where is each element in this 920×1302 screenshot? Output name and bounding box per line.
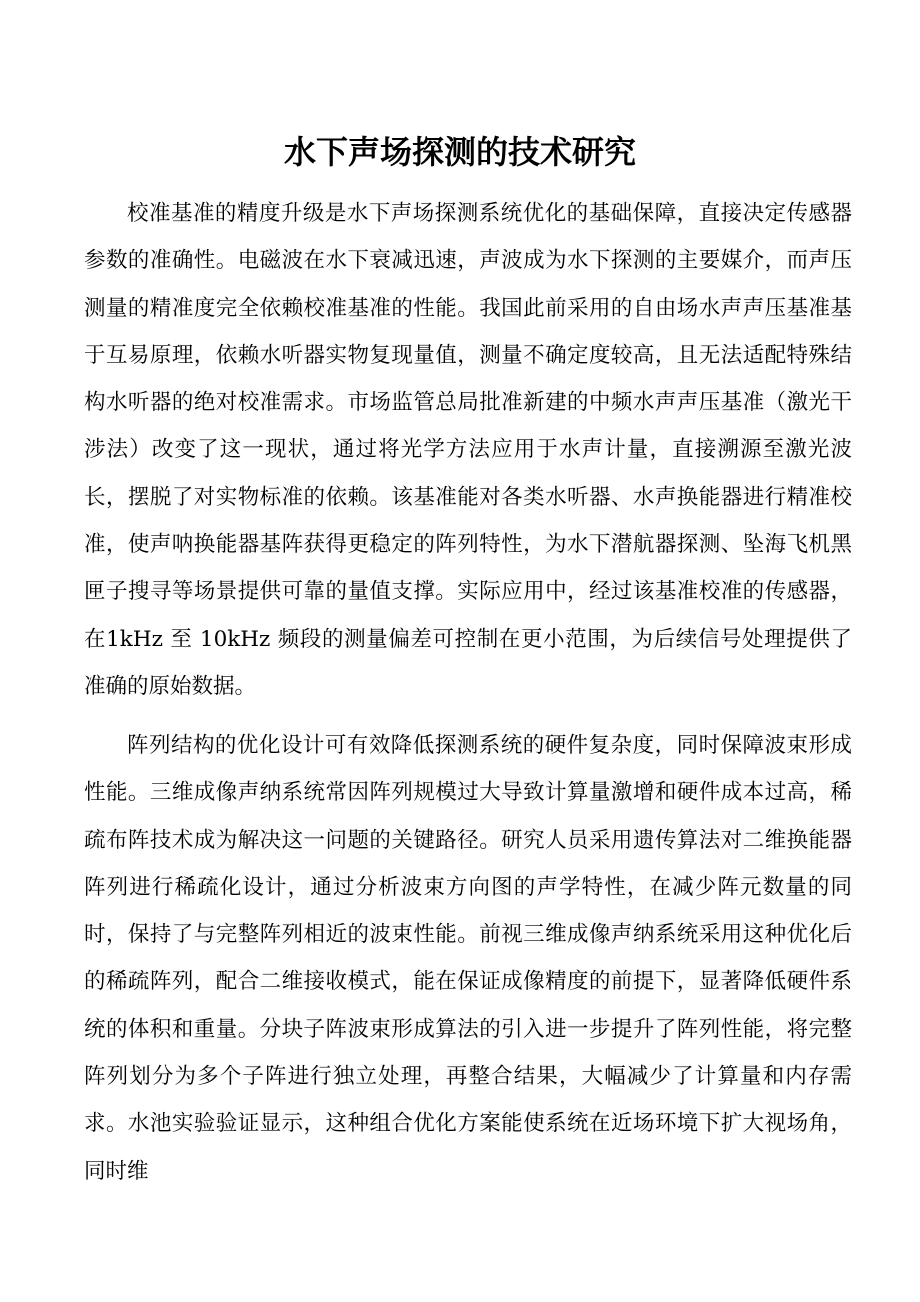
document-title: 水下声场探测的技术研究 bbox=[283, 133, 636, 171]
paragraph-array-optimization: 阵列结构的优化设计可有效降低探测系统的硬件复杂度，同时保障波束形成性能。三维成像声纳系统常因阵列规模过大导致计算量激增和硬件成本过高，稀疏布阵技术成为解决这一问题的关键路径。研究人员采用遗传算法对二维换能器阵列进行稀疏化设计，通过分析波束方向图的声学特性，在减少阵元数量的同时，保持了与完整阵列相近的波束性能。前视三维成像声纳系统采用这种优化后的稀疏阵列，配合二维接收模式，能在保证成像精度的前提下，显著降低硬件系统的体积和重量。分块子阵波束形成算法的引入进一步提升了阵列性能，将完整阵列划分为多个子阵进行独立处理，再整合结果，大幅减少了计算量和内存需求。水池实验验证显示，这种组合优化方案能使系统在近场环境下扩大视场角，同时维 bbox=[84, 733, 852, 1184]
paragraph-calibration-standard: 校准基准的精度升级是水下声场探测系统优化的基础保障，直接决定传感器参数的准确性。电磁波在水下衰减迅速，声波成为水下探测的主要媒介，而声压测量的精准度完全依赖校准基准的性能。我国此前采用的自由场水声声压基准基于互易原理，依赖水听器实物复现量值，测量不确定度较高，且无法适配特殊结构水听器的绝对校准需求。市场监管总局批准新建的中频水声声压基准（激光干涉法）改变了这一现状，通过将光学方法应用于水声计量，直接溯源至激光波长，摆脱了对实物标准的依赖。该基准能对各类水听器、水声换能器进行精准校准，使声呐换能器基阵获得更稳定的阵列特性，为水下潜航器探测、坠海飞机黑匣子搜寻等场景提供可靠的量值支撑。实际应用中，经过该基准校准的传感器，在1kHz 至 10kHz 频段的测量偏差可控制在更小范围，为后续信号处理提供了准确的原始数据。 bbox=[84, 201, 852, 699]
